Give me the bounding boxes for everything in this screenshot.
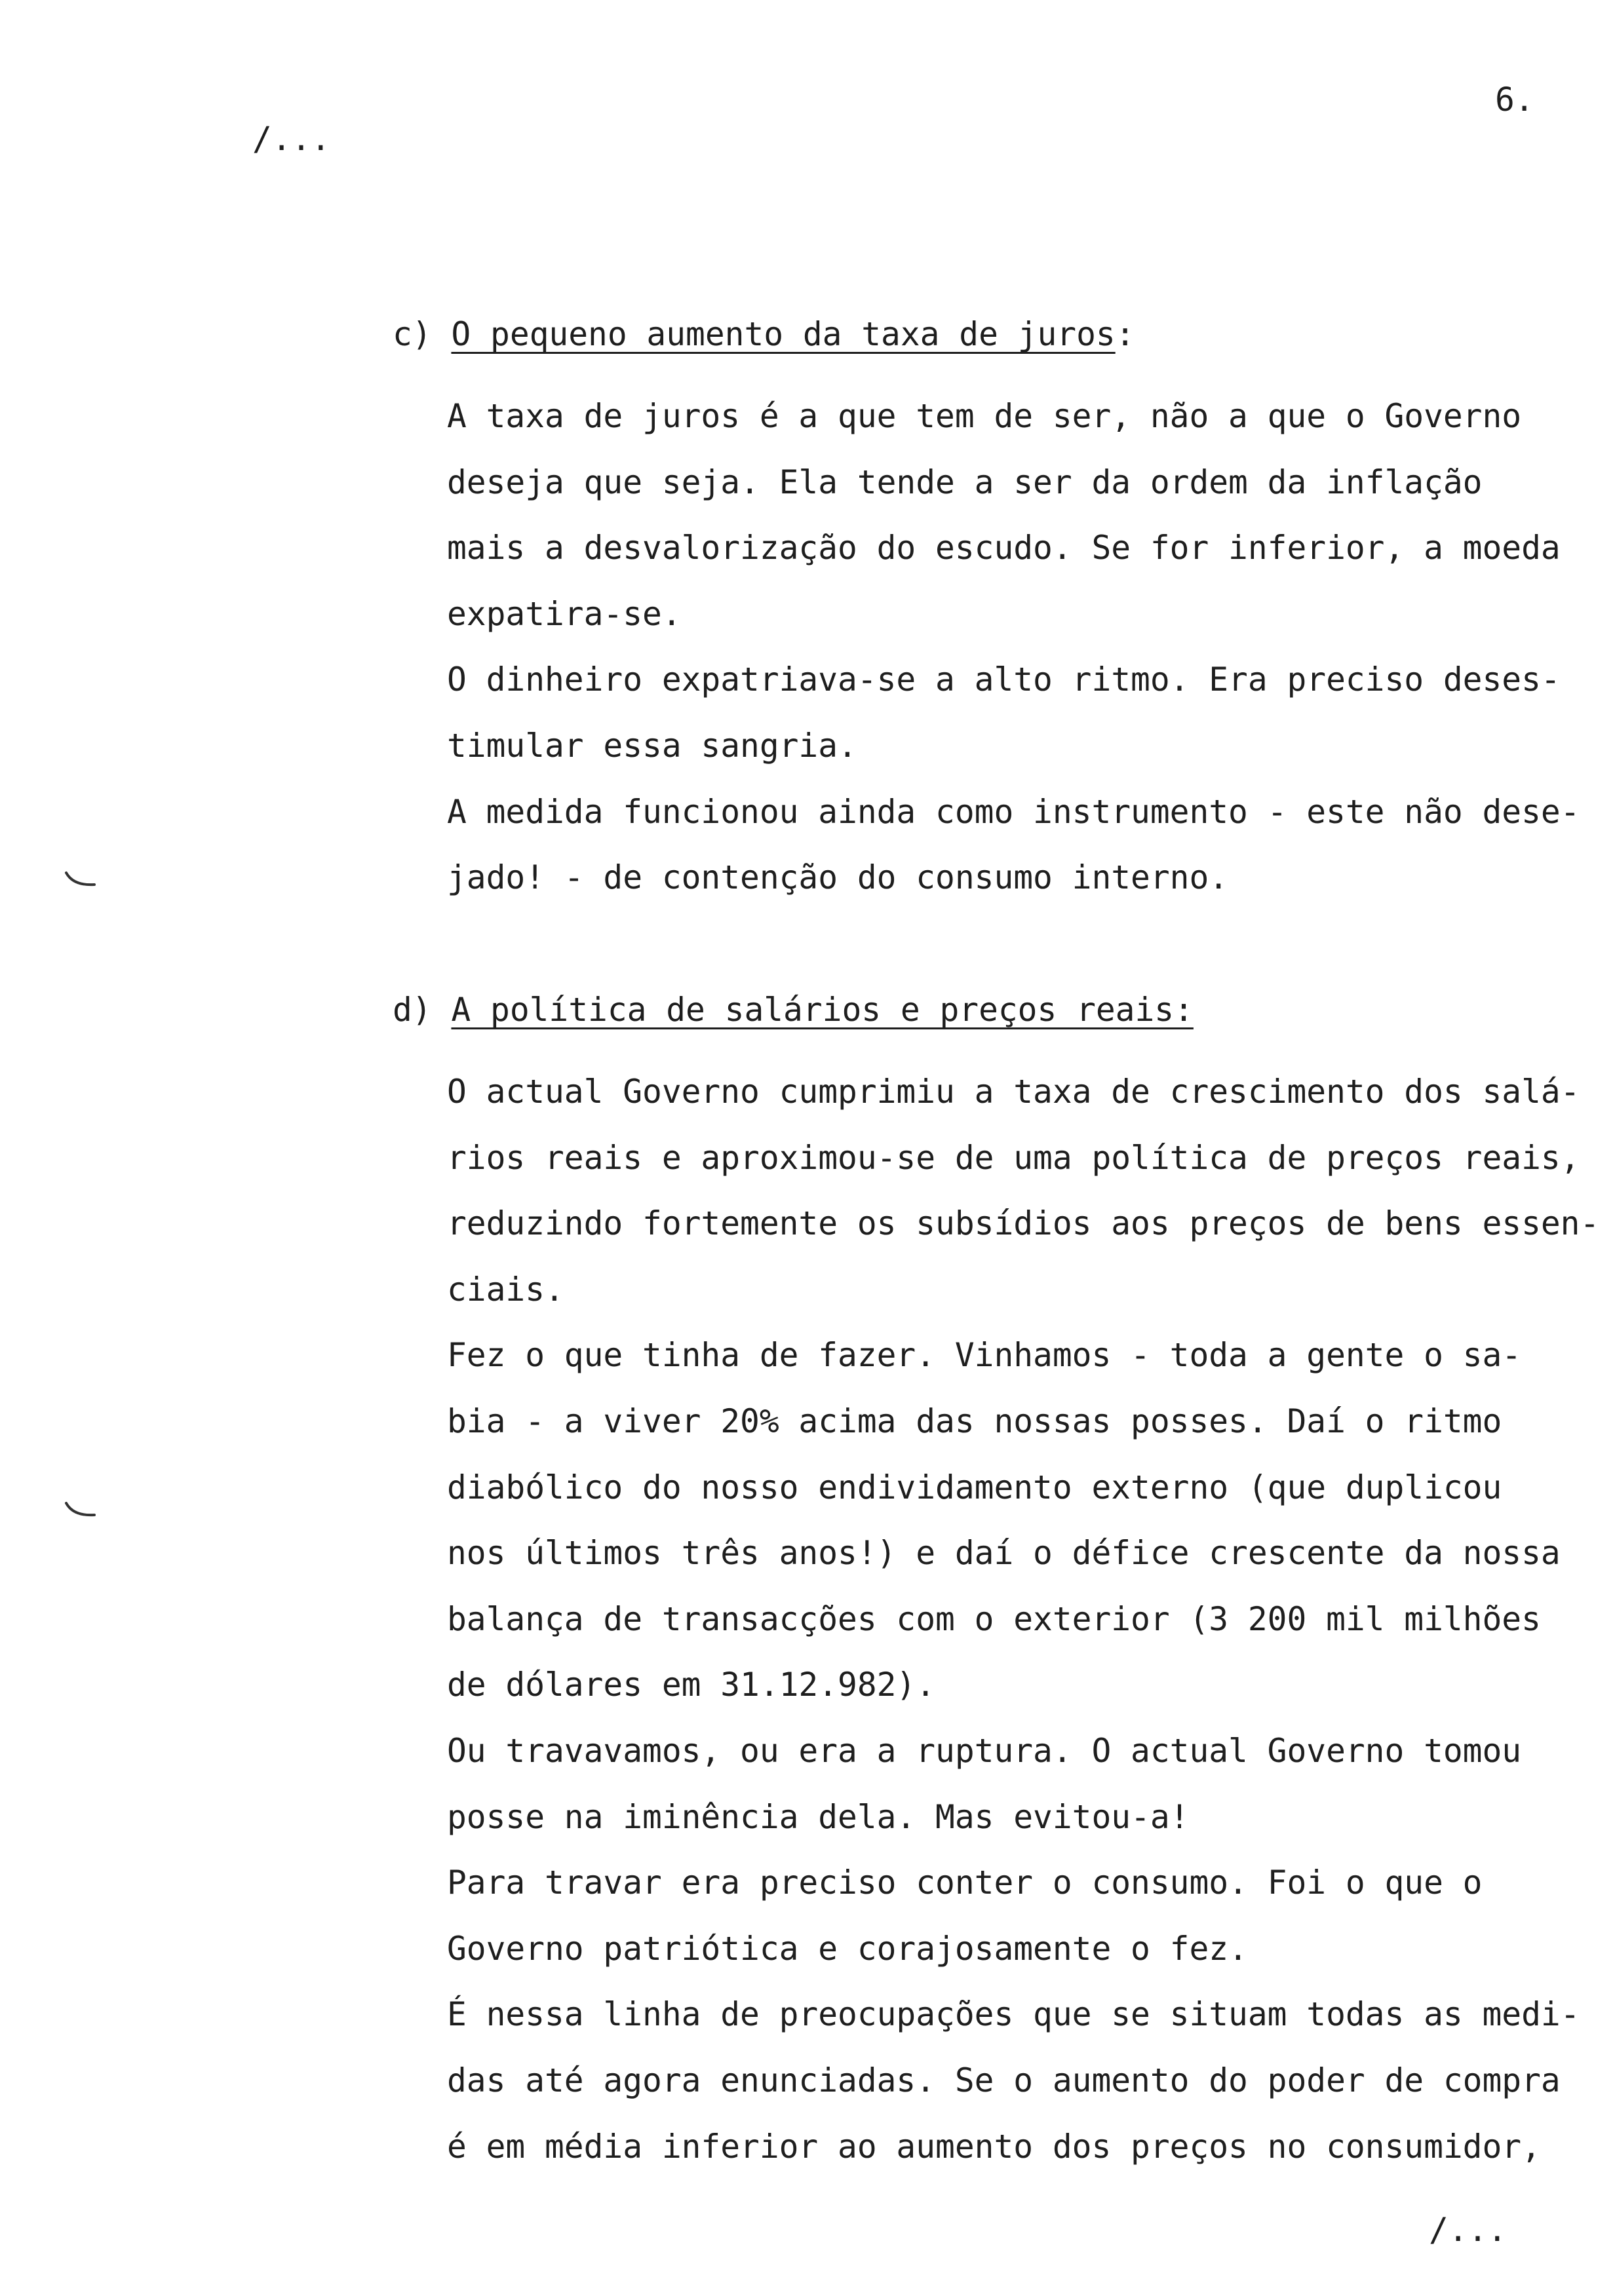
text-line: A medida funcionou ainda como instrumento - este não dese-	[447, 792, 1580, 831]
text-line: O dinheiro expatriava-se a alto ritmo. Era preciso deses-	[447, 660, 1561, 699]
continuation-mark-bottom: /...	[1429, 2211, 1508, 2249]
section-heading-c	[393, 301, 1135, 367]
text-line: reduzindo fortemente os subsídios aos preços de bens essen-	[447, 1204, 1600, 1243]
text-line: A taxa de juros é a que tem de ser, não a que o Governo	[447, 397, 1522, 435]
page-number: 6.	[1495, 81, 1534, 119]
text-line: de dólares em 31.12.982).	[447, 1666, 936, 1704]
section-body-c	[447, 383, 1580, 911]
text-line: Ou travavamos, ou era a ruptura. O actual Governo tomou	[447, 1731, 1522, 1770]
text-line: jado! - de contenção do consumo interno.	[447, 858, 1229, 897]
text-line: É nessa linha de preocupações que se situam todas as medi-	[447, 1995, 1580, 2034]
text-line: Fez o que tinha de fazer. Vinhamos - toda a gente o sa-	[447, 1336, 1522, 1375]
section-label: d)	[393, 991, 432, 1029]
text-line: Para travar era preciso conter o consumo. Foi o que o	[447, 1864, 1483, 1902]
text-line: expatira-se.	[447, 594, 682, 633]
text-line: das até agora enunciadas. Se o aumento do poder de compra	[447, 2061, 1561, 2099]
text-line: balança de transacções com o exterior (3 200 mil milhões	[447, 1599, 1541, 1638]
section-body-d	[447, 1059, 1599, 2179]
text-line: diabólico do nosso endividamento externo (que duplicou	[447, 1468, 1502, 1506]
margin-mark	[64, 870, 97, 890]
section-title-suffix: :	[1115, 315, 1135, 353]
continuation-mark-top: /...	[252, 120, 331, 158]
text-line: mais a desvalorização do escudo. Se for inferior, a moeda	[447, 529, 1561, 567]
section-title: A política de salários e preços reais:	[451, 991, 1194, 1029]
text-line: nos últimos três anos!) e daí o défice crescente da nossa	[447, 1534, 1561, 1573]
text-line: Governo patriótica e corajosamente o fez.	[447, 1929, 1248, 1968]
section-title: O pequeno aumento da taxa de juros	[451, 315, 1116, 353]
margin-mark	[64, 1501, 97, 1520]
section-label: c)	[393, 315, 432, 353]
section-heading-d	[393, 977, 1194, 1043]
text-line: bia - a viver 20% acima das nossas posses. Daí o ritmo	[447, 1402, 1502, 1440]
text-line: ciais.	[447, 1270, 564, 1309]
text-line: é em média inferior ao aumento dos preços no consumidor,	[447, 2127, 1541, 2166]
text-line: O actual Governo cumprimiu a taxa de crescimento dos salá-	[447, 1073, 1580, 1111]
text-line: rios reais e aproximou-se de uma política de preços reais,	[447, 1138, 1580, 1177]
text-line: posse na iminência dela. Mas evitou-a!	[447, 1797, 1190, 1836]
text-line: deseja que seja. Ela tende a ser da ordem da inflação	[447, 463, 1483, 501]
text-line: timular essa sangria.	[447, 726, 857, 765]
